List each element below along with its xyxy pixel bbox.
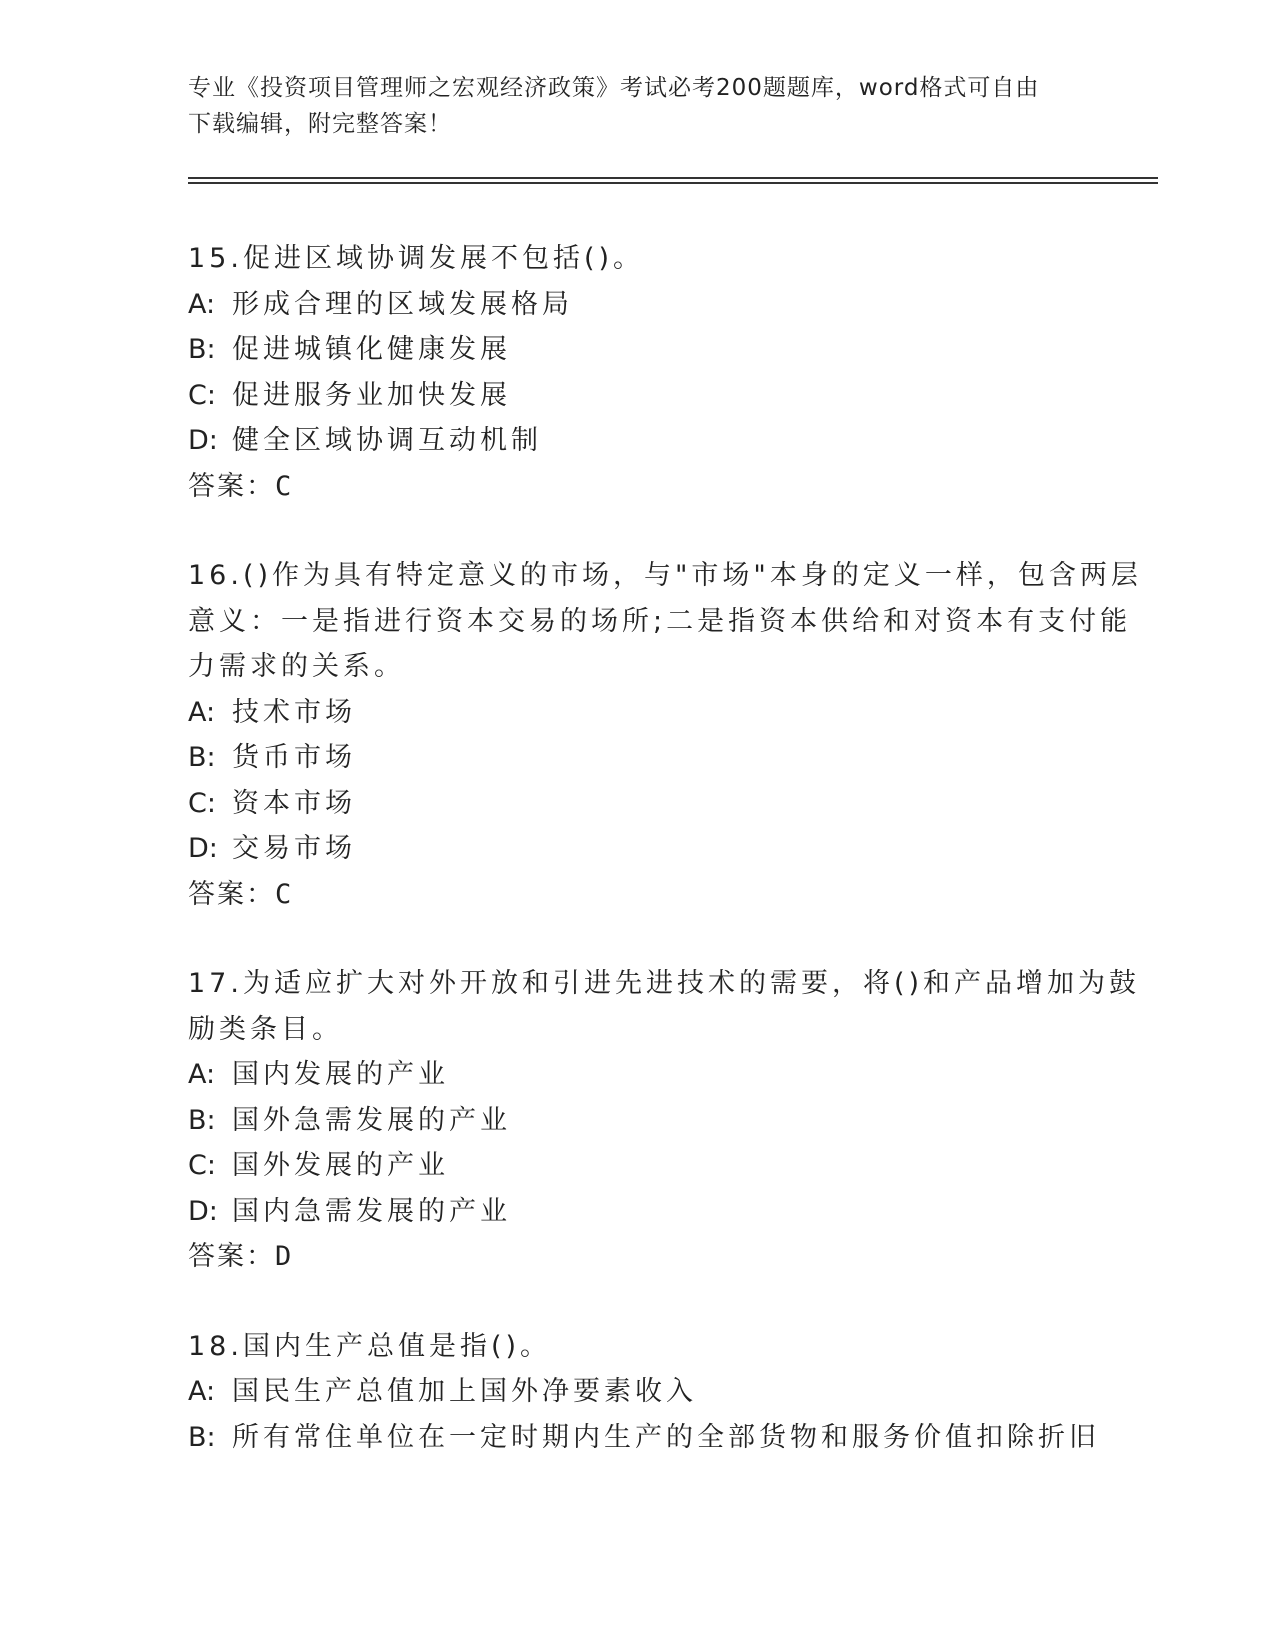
option-text: 国内急需发展的产业 [232,1195,511,1227]
option-text: 所有常住单位在一定时期内生产的全部货物和服务价值扣除折旧 [232,1421,1100,1453]
question-16 [188,553,1142,917]
option-c [188,373,1088,419]
option-d [188,826,1088,872]
option-b [188,735,1088,781]
question-17 [188,961,1141,1280]
option-letter: C: [188,787,216,819]
answer-label: 答案： [188,1241,275,1272]
option-letter: C: [188,1150,216,1181]
option-b [188,327,1088,373]
answer-line [188,872,1088,918]
option-text: 交易市场 [232,833,356,864]
question-stem [188,553,1142,690]
option-d [188,418,1088,464]
option-letter: A: [188,288,216,320]
option-text: 资本市场 [232,787,356,819]
option-text: 健全区域协调互动机制 [232,425,542,456]
header-divider-bottom [188,182,1158,184]
header-line-1: 专业《投资项目管理师之宏观经济政策》考试必考200题题库，word格式可自由 [188,75,1040,101]
option-text: 国内发展的产业 [232,1059,449,1090]
answer-value: D [275,1241,293,1272]
header-line-2: 下载编辑，附完整答案！ [188,111,452,137]
option-letter: B: [188,334,216,365]
header-divider-top [188,177,1158,179]
option-text: 国外发展的产业 [232,1150,449,1181]
stem-line: 17.为适应扩大对外开放和引进先进技术的需要，将()和产品增加为鼓 [188,968,1141,999]
stem-line: 16.()作为具有特定意义的市场，与"市场"本身的定义一样，包含两层 [188,560,1142,591]
option-letter: D: [188,425,218,456]
option-text: 促进城镇化健康发展 [232,334,511,365]
question-18 [188,1324,1100,1461]
option-letter: B: [188,1421,216,1453]
option-a [188,1369,1088,1415]
option-letter: D: [188,833,218,864]
question-stem [188,961,1141,1052]
stem-line: 励类条目。 [188,1013,343,1045]
answer-label: 答案： [188,470,275,502]
answer-line [188,1234,1088,1280]
option-text: 国外急需发展的产业 [232,1104,511,1136]
option-a [188,690,1088,736]
option-b [188,1415,1100,1461]
answer-line [188,464,1088,510]
stem-line: 力需求的关系。 [188,651,405,682]
question-stem [188,236,1088,282]
option-c [188,1143,1088,1189]
option-text: 形成合理的区域发展格局 [232,288,573,320]
option-letter: B: [188,742,216,773]
question-15 [188,236,1088,509]
question-list [188,236,1142,1504]
question-stem [188,1324,1088,1370]
option-text: 国民生产总值加上国外净要素收入 [232,1376,697,1407]
option-letter: A: [188,1059,216,1090]
stem-line: 意义：一是指进行资本交易的场所;二是指资本供给和对资本有支付能 [188,605,1132,637]
option-letter: D: [188,1195,218,1227]
option-letter: A: [188,696,216,728]
option-d [188,1189,1088,1235]
option-text: 技术市场 [232,696,356,728]
document-header [188,70,1088,142]
option-letter: A: [188,1376,216,1407]
option-text: 促进服务业加快发展 [232,379,511,411]
option-letter: C: [188,379,216,411]
stem-line: 15.促进区域协调发展不包括()。 [188,243,645,274]
answer-value: C [275,878,293,910]
option-b [188,1098,1088,1144]
option-a [188,1052,1088,1098]
option-c [188,781,1088,827]
answer-label: 答案： [188,878,275,910]
option-a [188,282,1088,328]
stem-line: 18.国内生产总值是指()。 [188,1330,552,1362]
option-text: 货币市场 [232,742,356,773]
answer-value: C [275,470,293,502]
option-letter: B: [188,1104,216,1136]
